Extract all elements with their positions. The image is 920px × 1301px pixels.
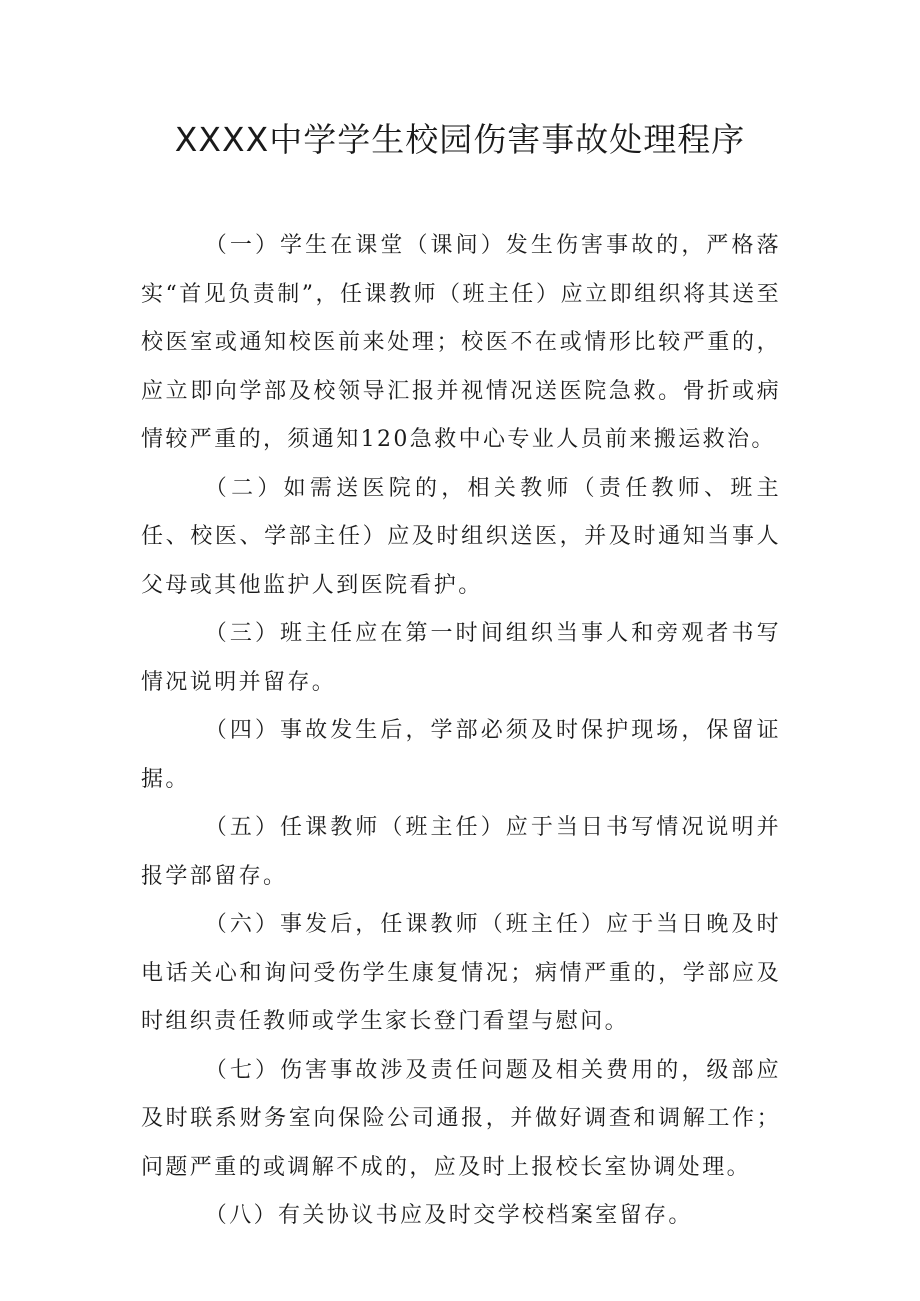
paragraph-2: （二）如需送医院的，相关教师（责任教师、班主任、校医、学部主任）应及时组织送医，并及时通知当事人父母或其他监护人到医院看护。 (141, 475, 781, 598)
document-body (141, 222, 781, 1241)
document-title: XXXX中学学生校园伤害事故处理程序 (174, 120, 746, 159)
paragraph-1: （一）学生在课堂（课间）发生伤害事故的，严格落实“首见负责制”，任课教师（班主任）应立即组织将其送至校医室或通知校医前来处理；校医不在或情形比较严重的，应立即向学部及校领导汇报并视情况送医院急救。骨折或病情较严重的，须通知120急救中心专业人员前来搬运救治。 (141, 233, 781, 452)
paragraph-8: （八）有关协议书应及时交学校档案室留存。 (204, 1203, 693, 1228)
paragraph-7: （七）伤害事故涉及责任问题及相关费用的，级部应及时联系财务室向保险公司通报，并做好调查和调解工作；问题严重的或调解不成的，应及时上报校长室协调处理。 (141, 1057, 781, 1180)
paragraph-5: （五）任课教师（班主任）应于当日书写情况说明并报学部留存。 (141, 815, 781, 889)
paragraph-6: （六）事发后，任课教师（班主任）应于当日晚及时电话关心和询问受伤学生康复情况；病情严重的，学部应及时组织责任教师或学生家长登门看望与慰问。 (141, 912, 781, 1034)
paragraph-3: （三）班主任应在第一时间组织当事人和旁观者书写情况说明并留存。 (141, 621, 781, 695)
paragraph-4: （四）事故发生后，学部必须及时保护现场，保留证据。 (141, 718, 781, 792)
